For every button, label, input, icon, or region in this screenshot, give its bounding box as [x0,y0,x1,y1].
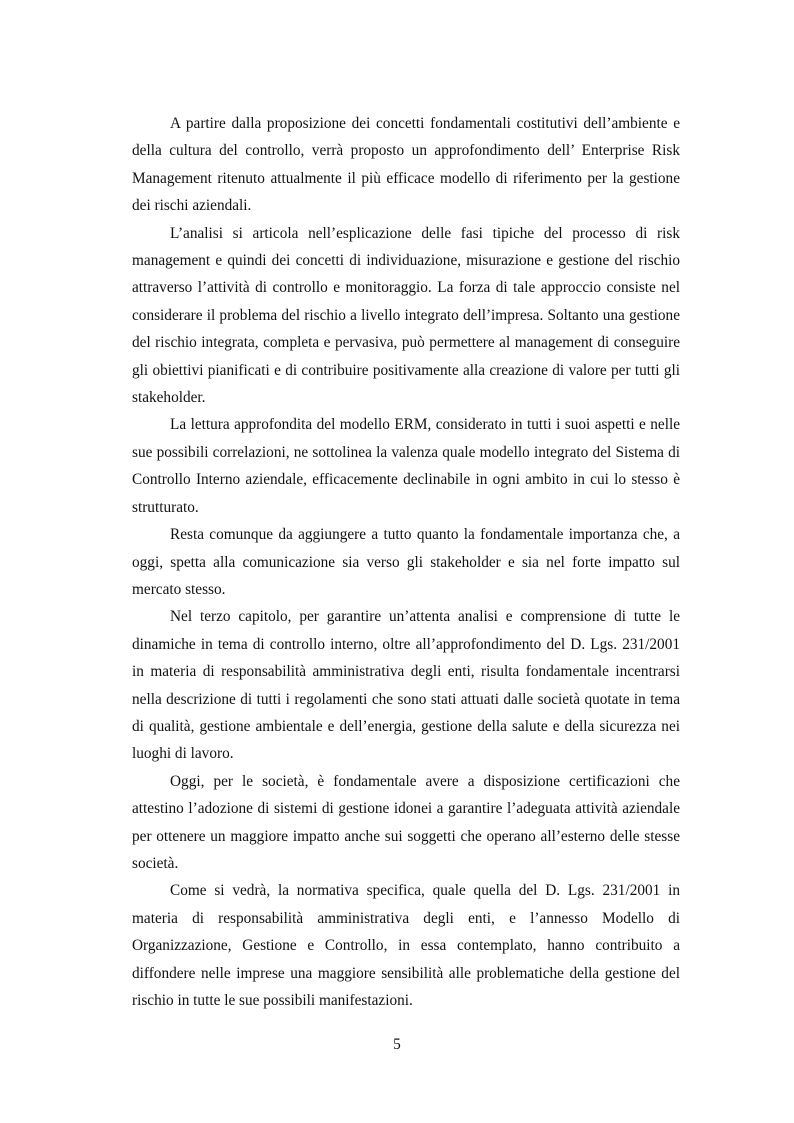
paragraph-1: A partire dalla proposizione dei concetti fondamentali costitutivi dell’ambiente e della cultura del controllo, verrà proposto un approfondimento dell’ Enterprise Risk Management ritenuto attualmente il più efficace modello di riferimento per la gestione dei rischi aziendali. [132,115,680,215]
paragraph-3: La lettura approfondita del modello ERM, considerato in tutti i suoi aspetti e nelle sue possibili correlazioni, ne sottolinea la valenza quale modello integrato del Sistema di Controllo Interno aziendale, efficacemente declinabile in ogni ambito in cui lo stesso è strutturato. [132,416,680,516]
paragraph-7: Come si vedrà, la normativa specifica, quale quella del D. Lgs. 231/2001 in materia di responsabilità amministrativa degli enti, e l’annesso Modello di Organizzazione, Gestione e Controllo, in essa contemplato, hanno contribuito a diffondere nelle imprese una maggiore sensibilità alle problematiche della gestione del rischio in tutte le sue possibili manifestazioni. [132,882,680,1009]
paragraph-6: Oggi, per le società, è fondamentale avere a disposizione certificazioni che attestino l’adozione di sistemi di gestione idonei a garantire l’adeguata attività aziendale per ottenere un maggiore impatto anche sui soggetti che operano all’esterno delle stesse società. [132,772,680,872]
paragraph-4: Resta comunque da aggiungere a tutto quanto la fondamentale importanza che, a oggi, spetta alla comunicazione sia verso gli stakeholder e sia nel forte impatto sul mercato stesso. [132,526,680,598]
paragraph-5: Nel terzo capitolo, per garantire un’attenta analisi e comprensione di tutte le dinamiche in tema di controllo interno, oltre all’approfondimento del D. Lgs. 231/2001 in materia di responsabilità amministrativa degli enti, risulta fondamentale incentrarsi nella descrizione di tutti i regolamenti che sono stati attuati dalle società quotate in tema di qualità, gestione ambientale e dell’energia, gestione della salute e della sicurezza nei luoghi di lavoro. [132,608,680,763]
page-number: 5 [393,1036,401,1053]
paragraph-2: L’analisi si articola nell’esplicazione delle fasi tipiche del processo di risk management e quindi dei concetti di individuazione, misurazione e gestione del rischio attraverso l’attività di controllo e monitoraggio. La forza di tale approccio consiste nel considerare il problema del rischio a livello integrato dell’impresa. Soltanto una gestione del rischio integrata, completa e pervasiva, può permettere al management di conseguire gli obiettivi pianificati e di contribuire positivamente alla creazione di valore per tutti gli stakeholder. [132,224,680,407]
document-body [132,110,680,1014]
